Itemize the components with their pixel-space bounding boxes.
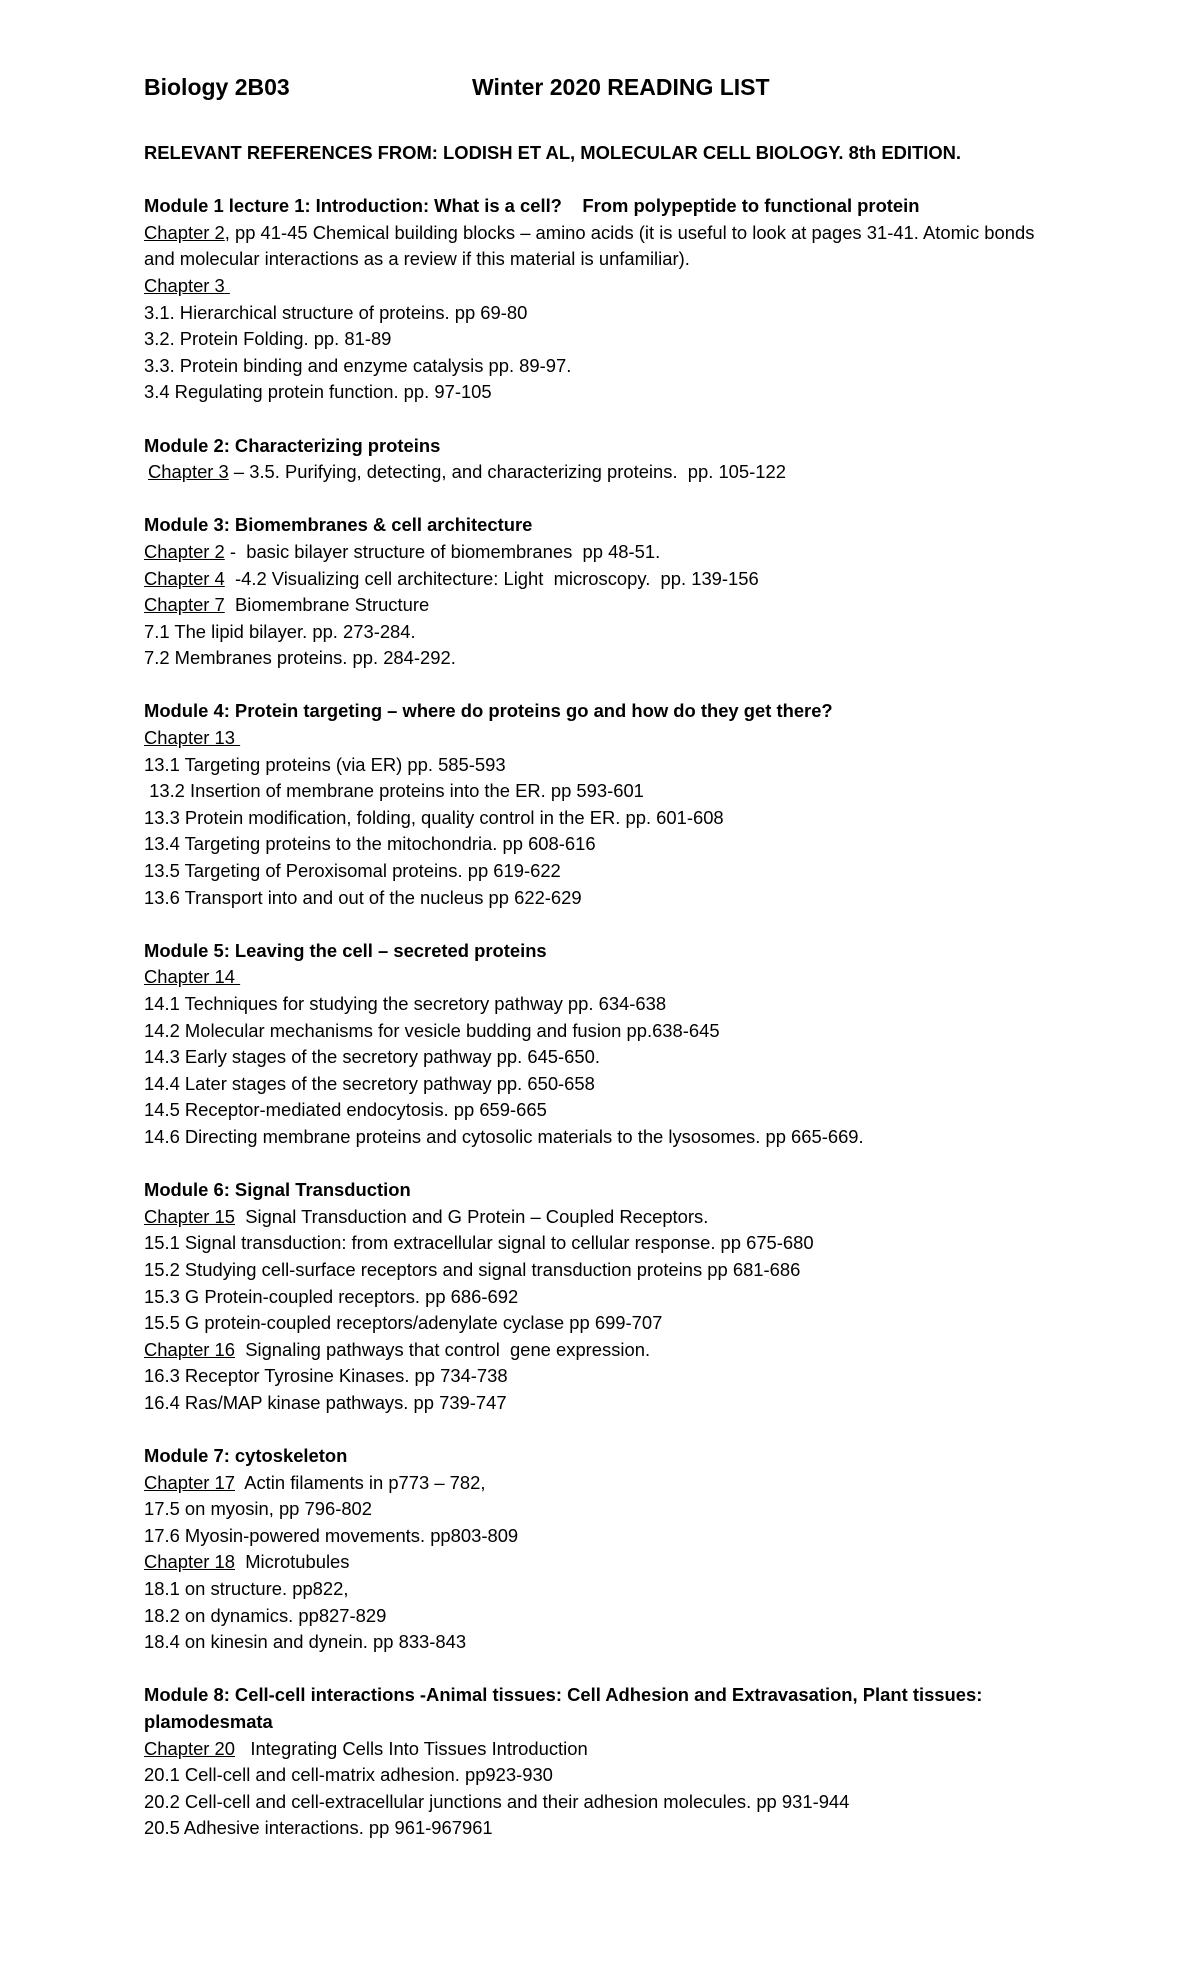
- module-title: Module 8: Cell-cell interactions -Animal tissues: Cell Adhesion and Extravasation, Plant tissues: plamodesmata: [144, 1684, 983, 1733]
- chapter-link: Chapter 13: [144, 727, 235, 749]
- chapter-description: Signaling pathways that control gene expression.: [235, 1338, 651, 1360]
- list-item: 3.3. Protein binding and enzyme catalysis pp. 89-97.: [144, 354, 572, 376]
- list-item: 14.3 Early stages of the secretory pathway pp. 645-650.: [144, 1046, 600, 1068]
- module-title: Module 6: Signal Transduction: [144, 1179, 411, 1201]
- reading-list-body: [144, 140, 1064, 1842]
- chapter-description: Biomembrane Structure: [224, 594, 430, 616]
- list-item: 17.6 Myosin-powered movements. pp803-809: [144, 1524, 519, 1546]
- course-code: Biology 2B03: [144, 74, 290, 100]
- list-item: 14.5 Receptor-mediated endocytosis. pp 659-665: [144, 1099, 547, 1121]
- reading-list-title: Winter 2020 READING LIST: [472, 74, 770, 100]
- list-item: 16.4 Ras/MAP kinase pathways. pp 739-747: [144, 1391, 507, 1413]
- module-title: Module 2: Characterizing proteins: [144, 434, 441, 456]
- module-4: [144, 698, 1064, 911]
- module-title: Module 3: Biomembranes & cell architecture: [144, 514, 533, 536]
- chapter-description: Actin filaments in p773 – 782,: [235, 1471, 486, 1493]
- chapter-link: Chapter 4: [144, 567, 225, 589]
- chapter-2-entry: [144, 220, 1064, 273]
- list-item: 15.2 Studying cell-surface receptors and signal transduction proteins pp 681-686: [144, 1258, 801, 1280]
- list-item: 7.1 The lipid bilayer. pp. 273-284.: [144, 620, 416, 642]
- list-item: 13.1 Targeting proteins (via ER) pp. 585-593: [144, 753, 506, 775]
- module-3: [144, 512, 1064, 672]
- list-item: 14.4 Later stages of the secretory pathway pp. 650-658: [144, 1072, 595, 1094]
- list-item: 13.3 Protein modification, folding, quality control in the ER. pp. 601-608: [144, 806, 724, 828]
- list-item: 7.2 Membranes proteins. pp. 284-292.: [144, 647, 456, 669]
- document-header: [144, 74, 1044, 108]
- module-7: [144, 1443, 1064, 1656]
- list-item: 20.1 Cell-cell and cell-matrix adhesion. pp923-930: [144, 1764, 553, 1786]
- module-title: Module 1 lecture 1: Introduction: What is a cell? From polypeptide to functional protein: [144, 195, 920, 217]
- list-item: 18.1 on structure. pp822,: [144, 1578, 349, 1600]
- chapter-description: -4.2 Visualizing cell architecture: Light microscopy. pp. 139-156: [224, 567, 759, 589]
- list-item: 18.2 on dynamics. pp827-829: [144, 1604, 387, 1626]
- module-2: [144, 433, 1064, 486]
- list-item: 15.3 G Protein-coupled receptors. pp 686-692: [144, 1285, 519, 1307]
- chapter-20-entry: [144, 1736, 1064, 1763]
- chapter-15-entry: [144, 1204, 1064, 1231]
- module-5: [144, 938, 1064, 1151]
- list-item: 13.5 Targeting of Peroxisomal proteins. pp 619-622: [144, 860, 561, 882]
- chapter-13-heading: [144, 725, 1064, 752]
- chapter-3-entry: [144, 459, 1064, 486]
- chapter-link: Chapter 3: [148, 461, 229, 483]
- list-item: 3.4 Regulating protein function. pp. 97-105: [144, 381, 492, 403]
- chapter-description: Microtubules: [235, 1551, 350, 1573]
- chapter-link: Chapter 2: [144, 221, 225, 243]
- list-item: 15.1 Signal transduction: from extracellular signal to cellular response. pp 675-680: [144, 1232, 814, 1254]
- list-item: 20.2 Cell-cell and cell-extracellular junctions and their adhesion molecules. pp 931-944: [144, 1790, 850, 1812]
- chapter-17-entry: [144, 1470, 1064, 1497]
- list-item: 17.5 on myosin, pp 796-802: [144, 1498, 372, 1520]
- list-item: 15.5 G protein-coupled receptors/adenylate cyclase pp 699-707: [144, 1312, 663, 1334]
- list-item: 14.1 Techniques for studying the secretory pathway pp. 634-638: [144, 993, 667, 1014]
- chapter-description: – 3.5. Purifying, detecting, and characterizing proteins. pp. 105-122: [228, 461, 786, 483]
- list-item: 13.4 Targeting proteins to the mitochondria. pp 608-616: [144, 833, 596, 855]
- intro-reference: RELEVANT REFERENCES FROM: LODISH ET AL, MOLECULAR CELL BIOLOGY. 8th EDITION.: [144, 142, 962, 163]
- module-title: Module 7: cytoskeleton: [144, 1445, 348, 1467]
- chapter-link: Chapter 2: [144, 540, 225, 562]
- chapter-link: Chapter 17: [144, 1471, 235, 1493]
- list-item: 13.2 Insertion of membrane proteins into the ER. pp 593-601: [144, 780, 644, 802]
- module-1: [144, 193, 1064, 406]
- list-item: 13.6 Transport into and out of the nucleus pp 622-629: [144, 886, 582, 908]
- chapter-description: Signal Transduction and G Protein – Coupled Receptors.: [235, 1205, 709, 1227]
- chapter-2-entry: [144, 539, 1064, 566]
- chapter-description: Integrating Cells Into Tissues Introduction: [235, 1737, 588, 1759]
- chapter-7-entry: [144, 592, 1064, 619]
- list-item: 14.2 Molecular mechanisms for vesicle budding and fusion pp.638-645: [144, 1019, 720, 1041]
- module-6: [144, 1177, 1064, 1416]
- list-item: 3.2. Protein Folding. pp. 81-89: [144, 328, 392, 350]
- chapter-4-entry: [144, 566, 1064, 593]
- list-item: 14.6 Directing membrane proteins and cytosolic materials to the lysosomes. pp 665-669.: [144, 1125, 864, 1147]
- chapter-link: Chapter 20: [144, 1737, 235, 1759]
- list-item: 20.5 Adhesive interactions. pp 961-967961: [144, 1817, 493, 1839]
- chapter-link: Chapter 7: [144, 594, 225, 616]
- chapter-16-entry: [144, 1337, 1064, 1364]
- chapter-3-heading: [144, 273, 1064, 300]
- chapter-description: - basic bilayer structure of biomembranes pp 48-51.: [224, 540, 661, 562]
- chapter-link: Chapter 3: [144, 274, 225, 296]
- module-8: [144, 1682, 1064, 1842]
- module-title: Module 5: Leaving the cell – secreted proteins: [144, 939, 547, 961]
- chapter-link: Chapter 18: [144, 1551, 235, 1573]
- chapter-link: Chapter 14: [144, 966, 235, 988]
- list-item: 16.3 Receptor Tyrosine Kinases. pp 734-738: [144, 1365, 508, 1387]
- module-title: Module 4: Protein targeting – where do proteins go and how do they get there?: [144, 700, 833, 722]
- chapter-link: Chapter 16: [144, 1338, 235, 1360]
- list-item: 3.1. Hierarchical structure of proteins. pp 69-80: [144, 301, 528, 323]
- chapter-18-entry: [144, 1549, 1064, 1576]
- chapter-description: , pp 41-45 Chemical building blocks – amino acids (it is useful to look at pages 31-41. Atomic bonds and molecular interactions as a review if this material is unfamiliar).: [144, 221, 1035, 270]
- chapter-link: Chapter 15: [144, 1205, 235, 1227]
- list-item: 18.4 on kinesin and dynein. pp 833-843: [144, 1631, 467, 1653]
- chapter-14-heading: [144, 964, 1064, 991]
